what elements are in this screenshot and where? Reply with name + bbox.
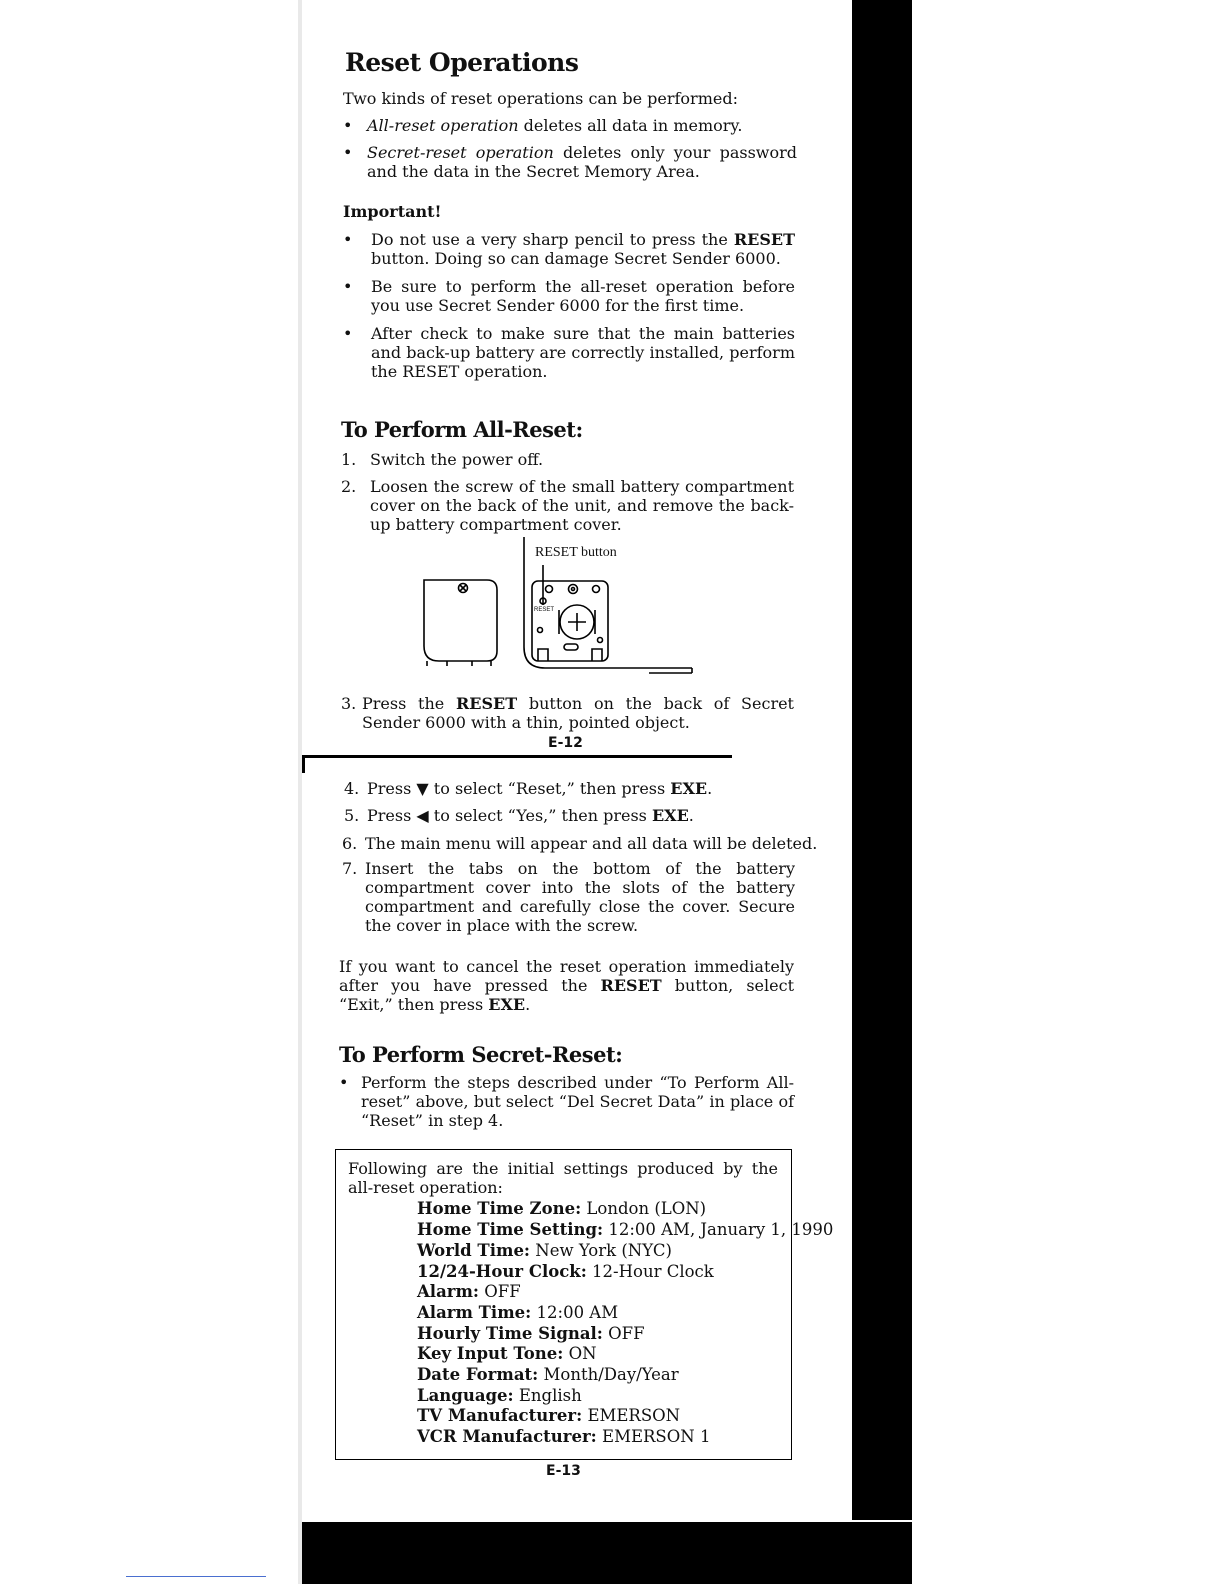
bullet-icon: •	[343, 116, 353, 135]
down-arrow-icon: ▼	[416, 779, 429, 798]
setting-item: Home Time Zone: London (LON)	[417, 1199, 707, 1218]
setting-item: Alarm Time: 12:00 AM	[417, 1303, 619, 1322]
step-text: Loosen the screw of the small battery compartment cover on the back of the unit, and remove the back-up battery compartment cover.	[370, 477, 794, 534]
step-number: 4.	[344, 779, 360, 798]
setting-item: World Time: New York (NYC)	[417, 1241, 672, 1260]
corner-rule	[126, 1576, 266, 1577]
important-item: After check to make sure that the main batteries and back-up battery are correctly installed, perform the RESET operation.	[371, 324, 795, 381]
step-text: Switch the power off.	[370, 450, 544, 469]
page-divider	[302, 755, 732, 758]
setting-item: Hourly Time Signal: OFF	[417, 1324, 645, 1343]
page-title: Reset Operations	[345, 48, 579, 77]
bullet-icon: •	[343, 230, 353, 249]
step-number: 2.	[341, 477, 357, 496]
battery-compartment-diagram	[417, 537, 697, 679]
bullet-icon: •	[343, 143, 353, 162]
bullet-icon: •	[343, 324, 353, 343]
step-text: Insert the tabs on the bottom of the battery compartment cover into the slots of the battery compartment and carefully close the cover. Secure the cover in place with the screw.	[365, 859, 795, 935]
setting-item: VCR Manufacturer: EMERSON 1	[417, 1427, 711, 1446]
page-divider-hook	[302, 755, 305, 773]
cancel-note: If you want to cancel the reset operation immediately after you have pressed the RESET button, select “Exit,” then press EXE.	[339, 957, 794, 1014]
page-number-lower: E-13	[546, 1463, 581, 1479]
all-reset-heading: To Perform All-Reset:	[341, 417, 583, 442]
step-number: 1.	[341, 450, 357, 469]
setting-item: Language: English	[417, 1386, 582, 1405]
setting-item: Home Time Setting: 12:00 AM, January 1, 1990	[417, 1220, 834, 1239]
secret-reset-heading: To Perform Secret-Reset:	[339, 1042, 623, 1067]
setting-item: Alarm: OFF	[417, 1282, 521, 1301]
step-text: The main menu will appear and all data will be deleted.	[365, 834, 818, 853]
reset-type-secret: Secret-reset operation deletes only your password and the data in the Secret Memory Area.	[367, 143, 798, 181]
setting-item: 12/24-Hour Clock: 12-Hour Clock	[417, 1262, 714, 1281]
manual-page	[302, 0, 852, 1522]
step-number: 6.	[342, 834, 358, 853]
step-text: Press ◀ to select “Yes,” then press EXE.	[367, 806, 694, 825]
step-number: 5.	[344, 806, 360, 825]
step-number: 7.	[342, 859, 358, 878]
setting-item: Key Input Tone: ON	[417, 1344, 597, 1363]
setting-item: TV Manufacturer: EMERSON	[417, 1406, 681, 1425]
compartment-cover-illustration	[424, 580, 497, 666]
scan-border-right	[852, 0, 912, 1520]
reset-button-label: RESET button	[535, 545, 617, 560]
step-text: Press the RESET button on the back of Secret Sender 6000 with a thin, pointed object.	[362, 694, 794, 732]
important-item: Do not use a very sharp pencil to press the RESET button. Doing so can damage Secret Sender 6000.	[371, 230, 795, 268]
intro-text: Two kinds of reset operations can be performed:	[343, 89, 738, 108]
step-number: 3.	[341, 694, 357, 713]
bullet-icon: •	[343, 277, 353, 296]
settings-intro: Following are the initial settings produced by the all-reset operation:	[348, 1159, 778, 1197]
important-item: Be sure to perform the all-reset operation before you use Secret Sender 6000 for the first time.	[371, 277, 795, 315]
left-arrow-icon: ◀	[416, 806, 429, 825]
scan-border-bottom	[302, 1522, 912, 1584]
step-text: Press ▼ to select “Reset,” then press EXE.	[367, 779, 713, 798]
important-heading: Important!	[343, 202, 442, 221]
bullet-icon: •	[339, 1073, 349, 1092]
setting-item: Date Format: Month/Day/Year	[417, 1365, 679, 1384]
initial-settings-box	[335, 1149, 834, 1460]
reset-type-all: All-reset operation deletes all data in memory.	[367, 116, 743, 135]
page-number-upper: E-12	[548, 735, 583, 751]
secret-reset-text: Perform the steps described under “To Perform All-reset” above, but select “Del Secret Data” in place of “Reset” in step 4.	[361, 1073, 794, 1130]
reset-small-label: RESET	[534, 607, 555, 613]
